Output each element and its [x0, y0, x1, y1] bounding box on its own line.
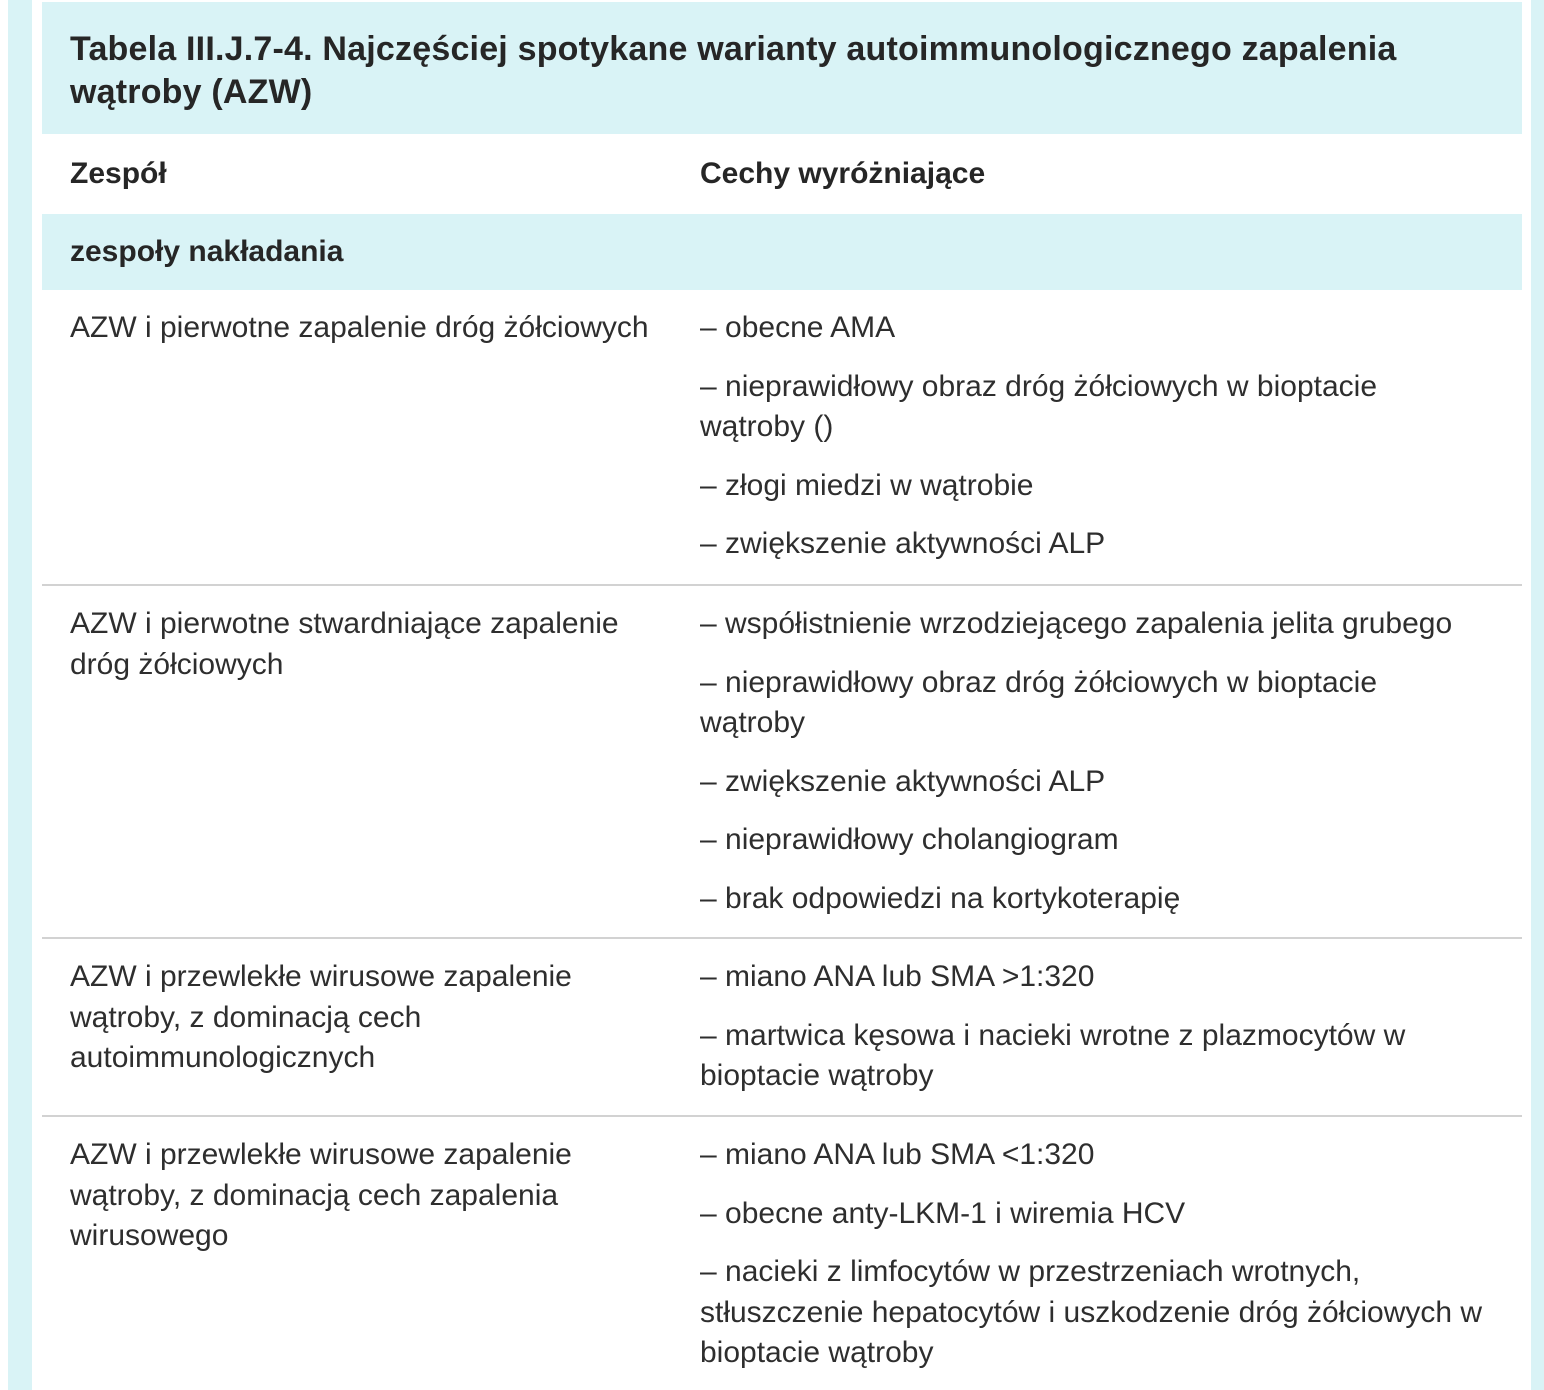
feature-item: – nacieki z limfocytów w przestrzeniach wrotnych, stłuszczenie hepatocytów i uszkodzenie dróg żółciowych w bioptacie wątroby: [700, 1255, 1483, 1369]
syndrome-text: AZW i pierwotne stwardniające zapalenie dróg żółciowych: [70, 607, 619, 681]
features-cell: [700, 308, 1522, 584]
feature-item: – złogi miedzi w wątrobie: [700, 468, 1034, 502]
table-header-row: [42, 134, 1522, 214]
table-title: Tabela III.J.7-4. Najczęściej spotykane warianty autoimmunologicznego zapalenia wątroby (AZW): [70, 30, 1397, 111]
section-heading: zespoły nakładania: [42, 214, 1522, 290]
feature-item: – obecne anty-LKM-1 i wiremia HCV: [700, 1196, 1186, 1230]
feature-item: – nieprawidłowy obraz dróg żółciowych w bioptacie wątroby (): [700, 369, 1378, 443]
syndrome-text: AZW i przewlekłe wirusowe zapalenie wątroby, z dominacją cech zapalenia wirusowego: [70, 1138, 572, 1252]
header-features: Cechy wyróżniające: [700, 157, 986, 190]
table-row: [42, 290, 1522, 586]
feature-item: – brak odpowiedzi na kortykoterapię: [700, 881, 1181, 915]
feature-item: – zwiększenie aktywności ALP: [700, 764, 1106, 798]
table-row: [42, 586, 1522, 939]
features-cell: [700, 1135, 1522, 1374]
syndrome-cell: [42, 1135, 700, 1374]
feature-item: – nieprawidłowy obraz dróg żółciowych w bioptacie wątroby: [700, 665, 1378, 739]
table-row: [42, 1117, 1522, 1374]
header-syndrome: Zespół: [70, 157, 167, 190]
syndrome-text: AZW i pierwotne zapalenie dróg żółciowych: [70, 311, 649, 344]
left-frame-border: [8, 0, 32, 1390]
syndrome-cell: [42, 957, 700, 1115]
syndrome-text: AZW i przewlekłe wirusowe zapalenie wątroby, z dominacją cech autoimmunologicznych: [70, 960, 572, 1074]
feature-item: – obecne AMA: [700, 311, 896, 344]
table-row: [42, 939, 1522, 1117]
feature-item: – miano ANA lub SMA >1:320: [700, 960, 1095, 993]
features-cell: [700, 604, 1522, 937]
feature-item: – zwiększenie aktywności ALP: [700, 527, 1106, 560]
syndrome-cell: [42, 308, 700, 584]
syndrome-cell: [42, 604, 700, 937]
variants-table: [42, 2, 1522, 1374]
feature-item: – współistnienie wrzodziejącego zapalenia jelita grubego: [700, 607, 1453, 640]
features-cell: [700, 957, 1522, 1115]
right-frame-border: [1531, 0, 1544, 1390]
feature-item: – nieprawidłowy cholangiogram: [700, 823, 1119, 856]
feature-item: – martwica kęsowa i nacieki wrotne z plazmocytów w bioptacie wątroby: [700, 1018, 1406, 1092]
feature-item: – miano ANA lub SMA <1:320: [700, 1138, 1095, 1171]
table-title-bar: [42, 2, 1522, 134]
